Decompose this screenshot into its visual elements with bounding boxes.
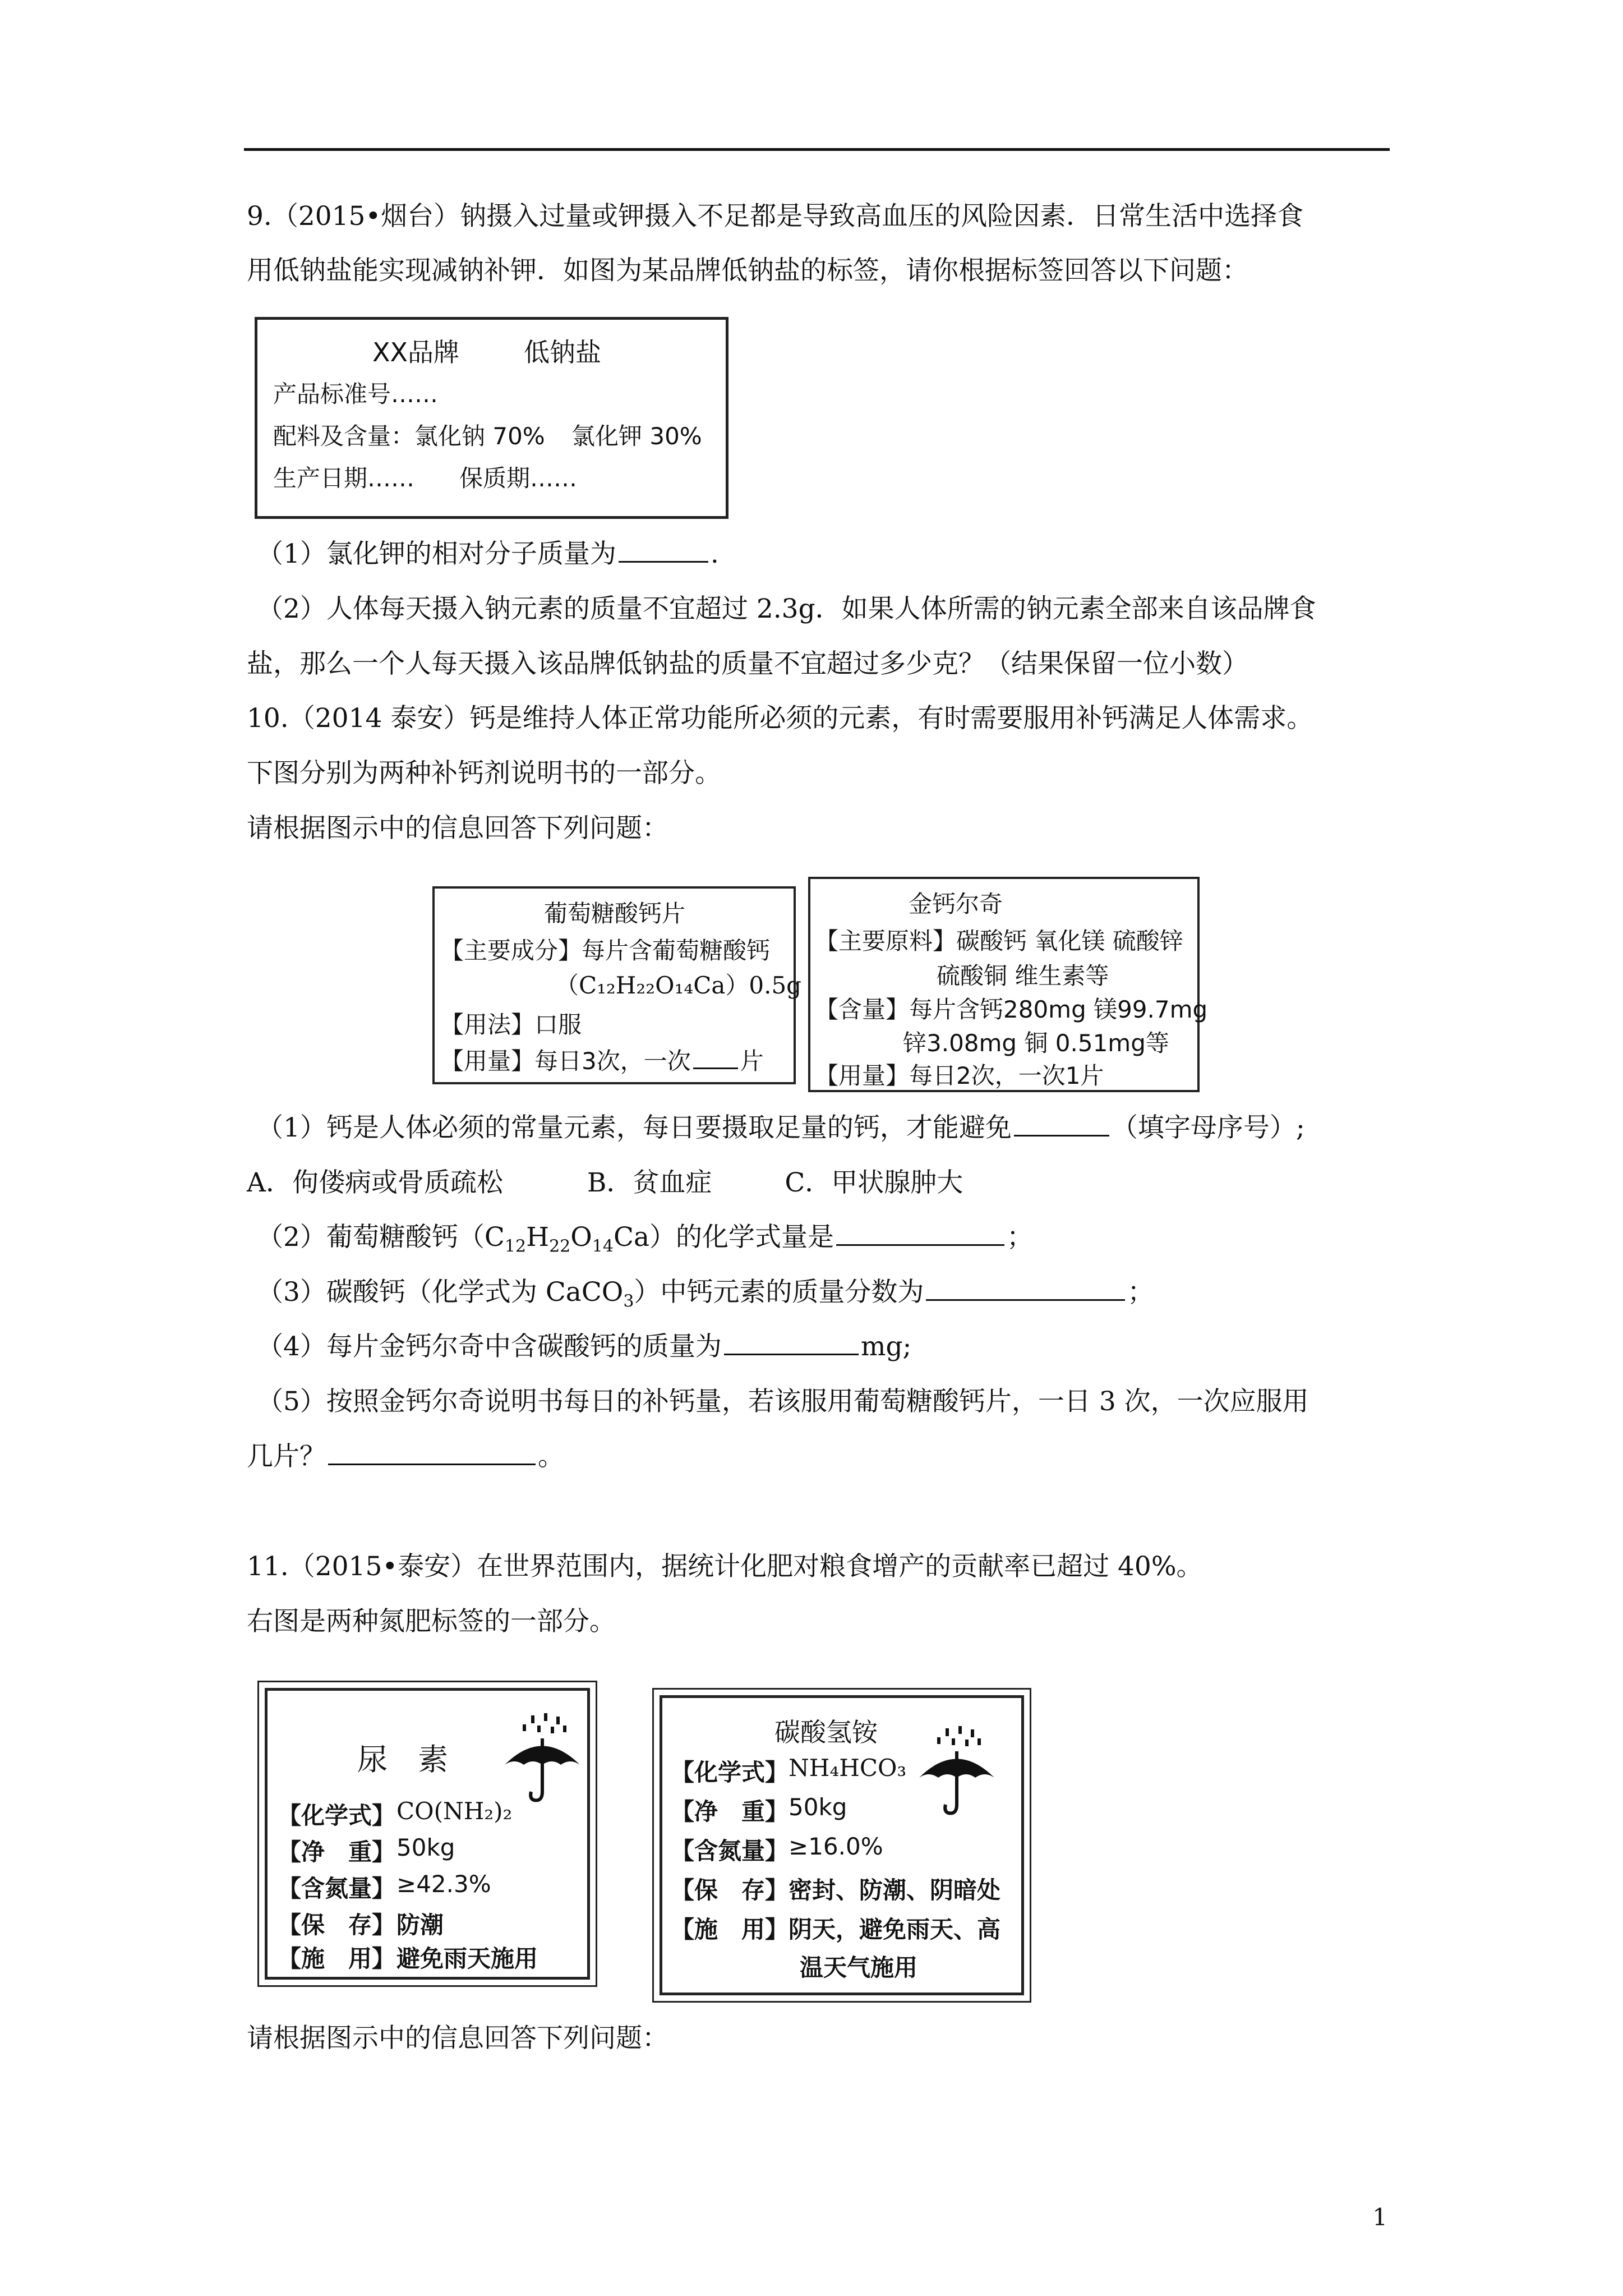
label-row-ingredients-cont: 硫酸铜 维生素等 <box>937 962 1109 990</box>
q9-line2: 用低钠盐能实现减钠补钾．如图为某品牌低钠盐的标签，请你根据标签回答以下问题： <box>247 255 1248 286</box>
answer-blank[interactable] <box>926 1296 1125 1301</box>
row-formula-value: CO(NH₂)₂ <box>396 1797 513 1825</box>
q10-sub2: （2）葡萄糖酸钙$(C_{12}H_{22}O_{14}Ca)$的化学式量是 ； <box>257 1222 1033 1257</box>
label-row-dosage <box>440 1043 764 1076</box>
row-nitrogen-value: ≥42.3% <box>396 1870 491 1898</box>
option-c: C．甲状腺肿大 <box>785 1167 963 1198</box>
q11-line1: 11.（2015•泰安）在世界范围内，据统计化肥对粮食增产的贡献率已超过 40%。 <box>247 1551 1203 1582</box>
dosage-unit: 片 <box>740 1047 764 1075</box>
label-ingredient-nacl: 氯化钠 70% <box>414 422 545 450</box>
q9-sub2-line1: （2）人体每天摄入钠元素的质量不宜超过 2.3g．如果人体所需的钠元素全部来自该品牌食 <box>257 593 1316 624</box>
row-usage-key: 【施 用】 <box>671 1916 789 1943</box>
q10-sub1 <box>257 1111 1305 1145</box>
q10-sub3-text: （3）碳酸钙（化学式为 CaCO <box>257 1277 624 1308</box>
q11-line2: 右图是两种氮肥标签的一部分。 <box>247 1606 616 1637</box>
q10-sub4-end: mg; <box>860 1331 912 1362</box>
q10-sub2-text: （2）葡萄糖酸钙（C <box>257 1222 505 1253</box>
answer-blank[interactable] <box>328 1460 536 1465</box>
row-formula-key: 【化学式】 <box>671 1759 789 1786</box>
q10-sub5-text: 几片？ <box>247 1441 326 1472</box>
label-row-dosage: 【用量】每日2次，一次1片 <box>815 1062 1104 1089</box>
label-row-content-cont: 锌3.08mg 铜 0.51mg等 <box>903 1029 1169 1057</box>
answer-blank[interactable] <box>619 558 708 563</box>
q10-line2: 下图分别为两种补钙剂说明书的一部分。 <box>247 758 721 789</box>
ammonium-bicarbonate-label <box>660 1695 1024 1995</box>
label-title: 碳酸氢铵 <box>774 1717 878 1747</box>
label-title: 金钙尔奇 <box>909 890 1003 918</box>
dosage-blank[interactable] <box>693 1064 738 1069</box>
q10-sub1-text: （1）钙是人体必须的常量元素，每日要摄取足量的钙，才能避免 <box>257 1112 1012 1143</box>
q10-sub3-mid: ）中钙元素的质量分数为 <box>634 1277 924 1308</box>
row-formula-value: NH₄HCO₃ <box>789 1754 907 1782</box>
header-rule <box>244 148 1390 151</box>
answer-blank[interactable] <box>724 1350 859 1355</box>
q10-sub2-mid: ）的化学式量是 <box>649 1222 834 1253</box>
row-usage-value: 避免雨天施用 <box>396 1945 538 1972</box>
label-standard: 产品标准号…… <box>273 380 439 408</box>
q9-sub2-line2: 盐，那么一个人每天摄入该品牌低钠盐的质量不宜超过多少克？（结果保留一位小数） <box>247 648 1248 679</box>
label-ingredients-key: 配料及含量： <box>273 422 415 450</box>
q11-line3: 请根据图示中的信息回答下列问题： <box>247 2023 668 2054</box>
label-brand: XX品牌 <box>372 337 460 367</box>
row-usage-value-cont: 温天气施用 <box>800 1954 918 1981</box>
q9-line1: 9.（2015•烟台）钠摄入过量或钾摄入不足都是导致高血压的风险因素．日常生活中选择食 <box>247 201 1304 232</box>
q10-sub5-line2 <box>247 1439 564 1474</box>
answer-blank[interactable] <box>836 1241 1004 1246</box>
label-title: 尿 素 <box>357 1742 448 1777</box>
row-usage-key: 【施 用】 <box>278 1945 396 1972</box>
q10-sub3-end: ； <box>1127 1277 1154 1308</box>
row-weight-key: 【净 重】 <box>278 1838 396 1866</box>
label-row-content: 【含量】每片含钙280mg 镁99.7mg <box>815 996 1208 1023</box>
option-b: B．贫血症 <box>587 1167 712 1198</box>
label-shelf: 保质期…… <box>459 464 578 492</box>
page-number: 1 <box>1372 2203 1387 2231</box>
q10-sub3: （3）碳酸钙（化学式为 CaCO$_3$）中钙元素的质量分数为 ； <box>257 1277 1154 1312</box>
row-nitrogen-value: ≥16.0% <box>789 1833 883 1860</box>
q10-sub4-text: （4）每片金钙尔奇中含碳酸钙的质量为 <box>257 1331 722 1362</box>
label-row-ingredient: 【主要成分】每片含葡萄糖酸钙 <box>440 937 771 964</box>
label-date: 生产日期…… <box>273 464 415 492</box>
label-ingredient-kcl: 氯化钾 30% <box>571 422 702 450</box>
q10-sub4 <box>257 1329 911 1364</box>
row-nitrogen-key: 【含氮量】 <box>278 1875 396 1902</box>
keep-dry-umbrella-icon <box>500 1713 584 1806</box>
label-row-formula: （C₁₂H₂₂O₁₄Ca）0.5g <box>555 972 802 999</box>
q9-sub1-text: （1）氯化钾的相对分子质量为 <box>257 539 616 569</box>
q10-sub2-end: ； <box>1006 1222 1033 1253</box>
row-storage-key: 【保 存】 <box>278 1911 396 1939</box>
option-a: A．佝偻病或骨质疏松 <box>247 1167 503 1198</box>
row-storage-value: 密封、防潮、阴暗处 <box>789 1876 1001 1904</box>
dosage-text: 【用量】每日3次，一次 <box>440 1047 691 1075</box>
row-storage-key: 【保 存】 <box>671 1876 789 1904</box>
q9-sub1-end: . <box>710 539 719 569</box>
q10-line3: 请根据图示中的信息回答下列问题： <box>247 813 668 844</box>
q10-sub5-line1: （5）按照金钙尔奇说明书每日的补钙量，若该服用葡萄糖酸钙片，一日 3 次，一次应服用 <box>257 1386 1309 1417</box>
caltrate-label <box>808 877 1208 1092</box>
calcium-gluconate-label <box>432 886 802 1084</box>
q10-line1: 10.（2014 泰安）钙是维持人体正常功能所必须的元素，有时需要服用补钙满足人体需求。 <box>247 703 1313 734</box>
row-usage-value: 阴天，避免雨天、高 <box>789 1916 1001 1943</box>
q10-sub5-end: 。 <box>538 1441 564 1472</box>
label-title: 葡萄糖酸钙片 <box>544 900 686 927</box>
row-formula-key: 【化学式】 <box>278 1802 396 1829</box>
row-weight-key: 【净 重】 <box>671 1798 789 1825</box>
label-row-usage: 【用法】口服 <box>440 1011 582 1038</box>
low-sodium-salt-label <box>255 317 728 519</box>
q9-sub1 <box>257 537 719 572</box>
label-product: 低钠盐 <box>524 337 601 367</box>
row-nitrogen-key: 【含氮量】 <box>671 1837 789 1865</box>
q10-options <box>247 1166 963 1200</box>
row-weight-value: 50kg <box>789 1793 847 1821</box>
keep-dry-umbrella-icon <box>915 1726 999 1819</box>
urea-label <box>265 1688 590 1980</box>
answer-blank[interactable] <box>1014 1131 1109 1137</box>
label-row-ingredients: 【主要原料】碳酸钙 氧化镁 硫酸锌 <box>815 927 1183 955</box>
row-weight-value: 50kg <box>396 1834 455 1861</box>
q10-sub1-end: （填字母序号）; <box>1111 1112 1305 1143</box>
row-storage-value: 防潮 <box>396 1911 444 1939</box>
